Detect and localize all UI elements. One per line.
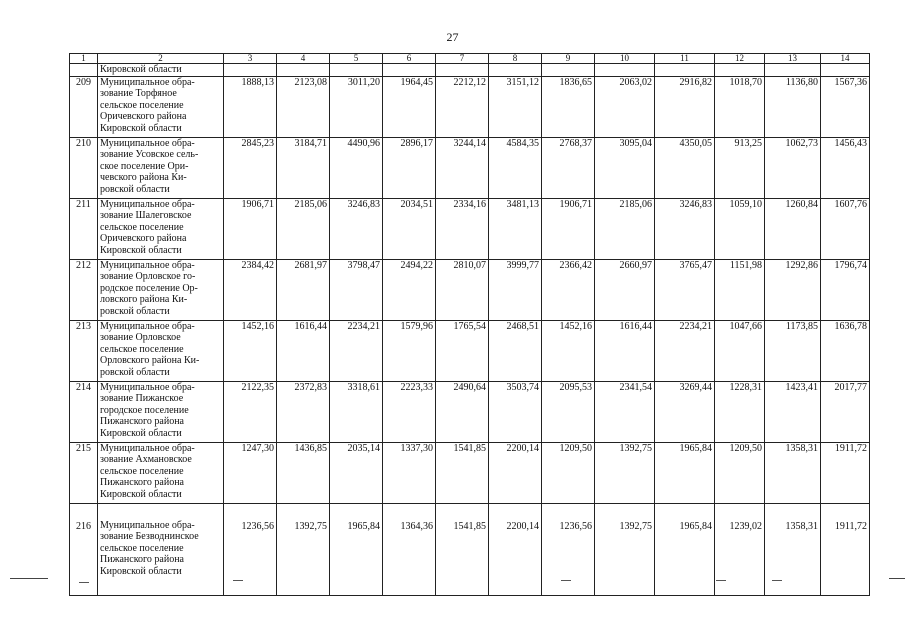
value-cell: 3765,47 — [655, 259, 715, 320]
value-cell: 1911,72 — [821, 442, 870, 503]
value-cell: 3095,04 — [595, 137, 655, 198]
municipality-name-cell: Муниципальное обра- зование Шалеговское сельское поселение Оричевского района Кировской области — [98, 198, 224, 259]
value-cell: 1616,44 — [277, 320, 330, 381]
value-cell: 2334,16 — [436, 198, 489, 259]
column-number-header: 5 — [330, 54, 383, 64]
value-cell: 3246,83 — [330, 198, 383, 259]
value-cell: 2200,14 — [489, 503, 542, 595]
value-cell: 2660,97 — [595, 259, 655, 320]
row-number-cell: 210 — [70, 137, 98, 198]
value-cell: 2063,02 — [595, 76, 655, 137]
column-number-header: 2 — [98, 54, 224, 64]
value-cell: 1541,85 — [436, 442, 489, 503]
value-cell: 1567,36 — [821, 76, 870, 137]
value-cell: 1965,84 — [330, 503, 383, 595]
value-cell: 1392,75 — [595, 503, 655, 595]
left-margin-mark — [10, 578, 48, 579]
value-cell: 1236,56 — [542, 503, 595, 595]
value-cell: 1607,76 — [821, 198, 870, 259]
value-cell: 1392,75 — [595, 442, 655, 503]
scan-dash-mark — [561, 580, 571, 581]
value-cell: 1209,50 — [715, 442, 765, 503]
value-cell: 2185,06 — [595, 198, 655, 259]
table-row — [70, 76, 870, 137]
value-cell: 2212,12 — [436, 76, 489, 137]
column-number-header: 14 — [821, 54, 870, 64]
value-cell: 3503,74 — [489, 381, 542, 442]
value-cell: 1260,84 — [765, 198, 821, 259]
value-cell: 2681,97 — [277, 259, 330, 320]
municipality-name-cell: Муниципальное обра- зование Торфяное сельское поселение Оричевского района Кировской области — [98, 76, 224, 137]
value-cell: 2095,53 — [542, 381, 595, 442]
value-cell: 1452,16 — [224, 320, 277, 381]
column-number-header: 13 — [765, 54, 821, 64]
right-margin-mark — [889, 578, 905, 579]
row-number-cell: 215 — [70, 442, 98, 503]
value-cell: 1911,72 — [821, 503, 870, 595]
municipality-name-cell: Муниципальное обра- зование Орловское го- родское поселение Ор- ловского района Ки- ровской области — [98, 259, 224, 320]
table-row — [70, 137, 870, 198]
value-cell: 2234,21 — [330, 320, 383, 381]
value-cell: 3011,20 — [330, 76, 383, 137]
column-number-header: 10 — [595, 54, 655, 64]
row-number-cell: 212 — [70, 259, 98, 320]
value-cell: 4490,96 — [330, 137, 383, 198]
value-cell: 2341,54 — [595, 381, 655, 442]
value-cell: 1436,85 — [277, 442, 330, 503]
value-cell: 1151,98 — [715, 259, 765, 320]
value-cell: 2916,82 — [655, 76, 715, 137]
value-cell: 3244,14 — [436, 137, 489, 198]
value-cell: 2185,06 — [277, 198, 330, 259]
value-cell: 3798,47 — [330, 259, 383, 320]
value-cell: 2234,21 — [655, 320, 715, 381]
value-cell: 2123,08 — [277, 76, 330, 137]
value-cell: 2366,42 — [542, 259, 595, 320]
value-cell: 1636,78 — [821, 320, 870, 381]
column-number-header: 11 — [655, 54, 715, 64]
value-cell: 1965,84 — [655, 442, 715, 503]
value-cell: 1452,16 — [542, 320, 595, 381]
value-cell: 1239,02 — [715, 503, 765, 595]
column-number-header: 3 — [224, 54, 277, 64]
municipality-name-cell: Муниципальное обра- зование Орловское сельское поселение Орловского района Ки- ровской области — [98, 320, 224, 381]
value-cell: 4584,35 — [489, 137, 542, 198]
scan-dash-mark — [79, 582, 89, 583]
value-cell: 1236,56 — [224, 503, 277, 595]
value-cell: 1173,85 — [765, 320, 821, 381]
value-cell: 2468,51 — [489, 320, 542, 381]
table-row — [70, 503, 870, 595]
column-number-header: 4 — [277, 54, 330, 64]
column-number-row — [70, 54, 870, 64]
data-table — [69, 53, 870, 596]
municipality-name-cell: Муниципальное обра- зование Усовское сель- ское поселение Ори- чевского района Ки- ровской области — [98, 137, 224, 198]
value-cell: 1018,70 — [715, 76, 765, 137]
table-row — [70, 198, 870, 259]
value-cell: 2223,33 — [383, 381, 436, 442]
value-cell: 2494,22 — [383, 259, 436, 320]
value-cell: 1964,45 — [383, 76, 436, 137]
value-cell: 2035,14 — [330, 442, 383, 503]
continuation-name-cell: Кировской области — [98, 64, 224, 77]
value-cell: 1456,43 — [821, 137, 870, 198]
value-cell: 913,25 — [715, 137, 765, 198]
row-number-cell: 211 — [70, 198, 98, 259]
column-number-header: 7 — [436, 54, 489, 64]
value-cell: 2810,07 — [436, 259, 489, 320]
value-cell: 3999,77 — [489, 259, 542, 320]
value-cell: 2372,83 — [277, 381, 330, 442]
column-number-header: 1 — [70, 54, 98, 64]
column-number-header: 12 — [715, 54, 765, 64]
table-row — [70, 381, 870, 442]
value-cell: 2768,37 — [542, 137, 595, 198]
value-cell: 1247,30 — [224, 442, 277, 503]
value-cell: 1965,84 — [655, 503, 715, 595]
value-cell: 3151,12 — [489, 76, 542, 137]
value-cell: 1136,80 — [765, 76, 821, 137]
value-cell: 2122,35 — [224, 381, 277, 442]
value-cell: 2384,42 — [224, 259, 277, 320]
value-cell: 1392,75 — [277, 503, 330, 595]
value-cell: 3184,71 — [277, 137, 330, 198]
value-cell: 4350,05 — [655, 137, 715, 198]
value-cell: 3246,83 — [655, 198, 715, 259]
municipality-name-cell: Муниципальное обра- зование Пижанское городское поселение Пижанского района Кировской области — [98, 381, 224, 442]
value-cell: 1062,73 — [765, 137, 821, 198]
municipality-name-cell: Муниципальное обра- зование Ахмановское сельское поселение Пижанского района Кировской области — [98, 442, 224, 503]
value-cell: 1765,54 — [436, 320, 489, 381]
scan-dash-mark — [716, 580, 726, 581]
value-cell: 1888,13 — [224, 76, 277, 137]
column-number-header: 6 — [383, 54, 436, 64]
row-number-cell: 214 — [70, 381, 98, 442]
value-cell: 1579,96 — [383, 320, 436, 381]
row-number-cell: 216 — [70, 503, 98, 595]
value-cell: 3269,44 — [655, 381, 715, 442]
value-cell: 1358,31 — [765, 442, 821, 503]
column-number-header: 8 — [489, 54, 542, 64]
value-cell: 3481,13 — [489, 198, 542, 259]
table-row — [70, 259, 870, 320]
value-cell: 1364,36 — [383, 503, 436, 595]
value-cell: 1209,50 — [542, 442, 595, 503]
value-cell: 2200,14 — [489, 442, 542, 503]
value-cell: 2845,23 — [224, 137, 277, 198]
value-cell: 3318,61 — [330, 381, 383, 442]
value-cell: 1906,71 — [224, 198, 277, 259]
scan-dash-mark — [772, 580, 782, 581]
row-number-cell: 209 — [70, 76, 98, 137]
column-number-header: 9 — [542, 54, 595, 64]
value-cell: 2017,77 — [821, 381, 870, 442]
value-cell: 1228,31 — [715, 381, 765, 442]
value-cell: 2034,51 — [383, 198, 436, 259]
municipality-name-cell: Муниципальное обра- зование Безводнинское сельское поселение Пижанского района Кировской области — [98, 503, 224, 595]
value-cell: 1796,74 — [821, 259, 870, 320]
table-row — [70, 320, 870, 381]
value-cell: 1836,65 — [542, 76, 595, 137]
page-number: 27 — [446, 30, 459, 44]
value-cell: 1047,66 — [715, 320, 765, 381]
table-row — [70, 442, 870, 503]
value-cell: 2896,17 — [383, 137, 436, 198]
value-cell: 1616,44 — [595, 320, 655, 381]
value-cell: 2490,64 — [436, 381, 489, 442]
continuation-num-cell — [70, 64, 98, 77]
continuation-row — [70, 64, 870, 77]
scan-dash-mark — [233, 580, 243, 581]
row-number-cell: 213 — [70, 320, 98, 381]
value-cell: 1906,71 — [542, 198, 595, 259]
value-cell: 1292,86 — [765, 259, 821, 320]
value-cell: 1059,10 — [715, 198, 765, 259]
table-body — [70, 54, 870, 596]
value-cell: 1423,41 — [765, 381, 821, 442]
value-cell: 1541,85 — [436, 503, 489, 595]
value-cell: 1337,30 — [383, 442, 436, 503]
value-cell: 1358,31 — [765, 503, 821, 595]
